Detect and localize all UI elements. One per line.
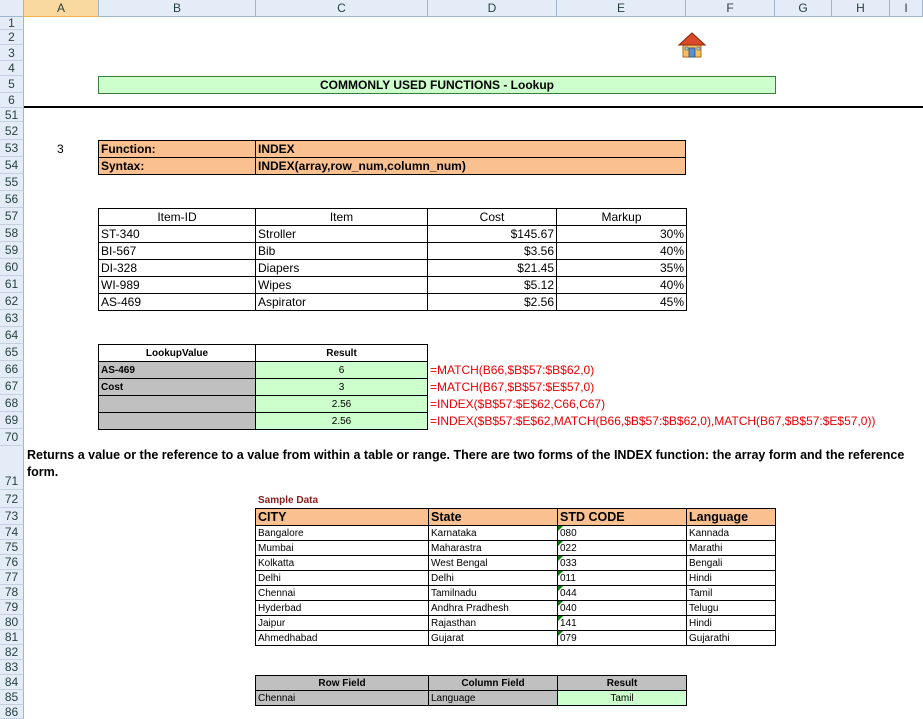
city-cell[interactable]: Telugu: [686, 600, 776, 616]
row-header-57[interactable]: 57: [0, 208, 24, 225]
column-header-b[interactable]: B: [99, 0, 256, 17]
row-header-81[interactable]: 81: [0, 630, 24, 645]
function-label[interactable]: Function:: [98, 140, 256, 158]
formula-text: =MATCH(B66,$B$57:$B$62,0): [430, 363, 595, 377]
city-cell[interactable]: Kolkatta: [255, 555, 429, 571]
city-cell[interactable]: 033: [557, 555, 687, 571]
row-header-64[interactable]: 64: [0, 327, 24, 344]
items-cell[interactable]: $145.67: [427, 225, 557, 243]
city-cell[interactable]: Hindi: [686, 615, 776, 631]
row-header-1[interactable]: 1: [0, 17, 24, 30]
items-header[interactable]: Item: [255, 208, 428, 226]
city-cell[interactable]: Gujarathi: [686, 630, 776, 646]
column-header-a[interactable]: A: [24, 0, 99, 17]
items-cell[interactable]: WI-989: [98, 276, 256, 294]
syntax-label[interactable]: Syntax:: [98, 157, 256, 175]
row-header-77[interactable]: 77: [0, 570, 24, 585]
city-cell[interactable]: Hyderbad: [255, 600, 429, 616]
city-cell[interactable]: 079: [557, 630, 687, 646]
city-cell[interactable]: Tamilnadu: [428, 585, 558, 601]
city-cell[interactable]: Bangalore: [255, 525, 429, 541]
row-header-73[interactable]: 73: [0, 508, 24, 525]
city-cell[interactable]: 141: [557, 615, 687, 631]
row-header-65[interactable]: 65: [0, 344, 24, 361]
home-icon[interactable]: [677, 30, 707, 60]
row-header-6[interactable]: 6: [0, 93, 24, 108]
city-cell[interactable]: Mumbai: [255, 540, 429, 556]
field-value-cell[interactable]: Language: [428, 690, 558, 706]
column-header-c[interactable]: C: [256, 0, 428, 17]
items-cell[interactable]: BI-567: [98, 242, 256, 260]
city-cell[interactable]: Kannada: [686, 525, 776, 541]
items-header[interactable]: Markup: [556, 208, 687, 226]
freeze-pane-divider: [24, 106, 923, 108]
column-header-f[interactable]: F: [686, 0, 775, 17]
row-header-62[interactable]: 62: [0, 293, 24, 310]
row-header-51[interactable]: 51: [0, 108, 24, 122]
row-header-56[interactable]: 56: [0, 191, 24, 208]
items-cell[interactable]: Bib: [255, 242, 428, 260]
items-cell[interactable]: Diapers: [255, 259, 428, 277]
city-cell[interactable]: 080: [557, 525, 687, 541]
row-header-2[interactable]: 2: [0, 30, 24, 45]
row-header-72[interactable]: 72: [0, 490, 24, 508]
row-header-53[interactable]: 53: [0, 140, 24, 157]
items-cell[interactable]: 40%: [556, 276, 687, 294]
lookup-header[interactable]: Result: [255, 344, 428, 362]
field-header[interactable]: Result: [557, 675, 687, 691]
formula-text: =INDEX($B$57:$E$62,C66,C67): [430, 397, 606, 411]
field-value-cell[interactable]: Tamil: [557, 690, 687, 706]
city-cell[interactable]: West Bengal: [428, 555, 558, 571]
row-header-78[interactable]: 78: [0, 585, 24, 600]
column-header-i[interactable]: I: [890, 0, 923, 17]
city-cell[interactable]: Delhi: [428, 570, 558, 586]
row-header-5[interactable]: 5: [0, 76, 24, 93]
city-header[interactable]: State: [428, 508, 558, 526]
row-header-80[interactable]: 80: [0, 615, 24, 630]
items-header[interactable]: Item-ID: [98, 208, 256, 226]
row-header-69[interactable]: 69: [0, 412, 24, 429]
row-header-70[interactable]: 70: [0, 429, 24, 446]
items-cell[interactable]: $3.56: [427, 242, 557, 260]
items-cell[interactable]: 45%: [556, 293, 687, 311]
city-cell[interactable]: Karnataka: [428, 525, 558, 541]
row-header-4[interactable]: 4: [0, 61, 24, 76]
items-cell[interactable]: ST-340: [98, 225, 256, 243]
city-cell[interactable]: Tamil: [686, 585, 776, 601]
row-header-66[interactable]: 66: [0, 361, 24, 378]
row-header-58[interactable]: 58: [0, 225, 24, 242]
row-header-75[interactable]: 75: [0, 540, 24, 555]
items-header[interactable]: Cost: [427, 208, 557, 226]
column-header-d[interactable]: D: [428, 0, 557, 17]
function-description: Returns a value or the reference to a value from within a table or range. There are two forms of the INDEX function: the array form and the reference form.: [27, 448, 905, 479]
field-header[interactable]: Row Field: [255, 675, 429, 691]
city-cell[interactable]: Jaipur: [255, 615, 429, 631]
lookup-result-cell[interactable]: 6: [255, 361, 428, 379]
field-value-cell[interactable]: Chennai: [255, 690, 429, 706]
city-cell[interactable]: Gujarat: [428, 630, 558, 646]
items-cell[interactable]: AS-469: [98, 293, 256, 311]
lookup-result-cell[interactable]: 2.56: [255, 412, 428, 430]
row-header-82[interactable]: 82: [0, 645, 24, 660]
row-header-84[interactable]: 84: [0, 675, 24, 690]
items-cell[interactable]: $2.56: [427, 293, 557, 311]
column-header-h[interactable]: H: [832, 0, 890, 17]
items-cell[interactable]: 30%: [556, 225, 687, 243]
page-title: COMMONLY USED FUNCTIONS - Lookup: [98, 76, 776, 94]
city-cell[interactable]: Bengali: [686, 555, 776, 571]
row-header-52[interactable]: 52: [0, 122, 24, 140]
row-header-60[interactable]: 60: [0, 259, 24, 276]
row-header-59[interactable]: 59: [0, 242, 24, 259]
city-header[interactable]: Language: [686, 508, 776, 526]
syntax-value[interactable]: INDEX(array,row_num,column_num): [255, 157, 686, 175]
city-cell[interactable]: 022: [557, 540, 687, 556]
row-header-55[interactable]: 55: [0, 174, 24, 191]
row-header-83[interactable]: 83: [0, 660, 24, 675]
city-header[interactable]: CITY: [255, 508, 429, 526]
select-all-corner[interactable]: [0, 0, 24, 17]
city-cell[interactable]: Andhra Pradhesh: [428, 600, 558, 616]
formula-text: =INDEX($B$57:$E$62,MATCH(B66,$B$57:$B$62,0),MATCH(B67,$B$57:$E$57,0)): [430, 414, 876, 428]
function-value[interactable]: INDEX: [255, 140, 686, 158]
row-header-74[interactable]: 74: [0, 525, 24, 540]
row-header-68[interactable]: 68: [0, 395, 24, 412]
row-header-85[interactable]: 85: [0, 690, 24, 705]
items-cell[interactable]: Aspirator: [255, 293, 428, 311]
row-header-67[interactable]: 67: [0, 378, 24, 395]
items-cell[interactable]: 40%: [556, 242, 687, 260]
city-cell[interactable]: Delhi: [255, 570, 429, 586]
row-header-79[interactable]: 79: [0, 600, 24, 615]
city-cell[interactable]: Hindi: [686, 570, 776, 586]
city-cell[interactable]: 044: [557, 585, 687, 601]
lookup-value-cell[interactable]: Cost: [98, 378, 256, 396]
row-header-71[interactable]: 71: [0, 446, 24, 490]
sample-data-label: Sample Data: [258, 495, 319, 506]
items-cell[interactable]: $5.12: [427, 276, 557, 294]
city-cell[interactable]: Marathi: [686, 540, 776, 556]
items-cell[interactable]: $21.45: [427, 259, 557, 277]
lookup-value-cell[interactable]: [98, 412, 256, 430]
city-cell[interactable]: 011: [557, 570, 687, 586]
city-cell[interactable]: Maharastra: [428, 540, 558, 556]
row-header-61[interactable]: 61: [0, 276, 24, 293]
city-cell[interactable]: 040: [557, 600, 687, 616]
items-cell[interactable]: DI-328: [98, 259, 256, 277]
lookup-result-cell[interactable]: 2.56: [255, 395, 428, 413]
city-cell[interactable]: Ahmedhabad: [255, 630, 429, 646]
city-cell[interactable]: Rajasthan: [428, 615, 558, 631]
lookup-value-cell[interactable]: AS-469: [98, 361, 256, 379]
row-header-3[interactable]: 3: [0, 45, 24, 61]
lookup-header[interactable]: LookupValue: [98, 344, 256, 362]
city-cell[interactable]: Chennai: [255, 585, 429, 601]
row-header-86[interactable]: 86: [0, 705, 24, 719]
field-header[interactable]: Column Field: [428, 675, 558, 691]
items-cell[interactable]: Wipes: [255, 276, 428, 294]
section-number: 3: [57, 142, 64, 156]
items-cell[interactable]: 35%: [556, 259, 687, 277]
row-header-63[interactable]: 63: [0, 310, 24, 327]
items-cell[interactable]: Stroller: [255, 225, 428, 243]
row-header-76[interactable]: 76: [0, 555, 24, 570]
formula-text: =MATCH(B67,$B$57:$E$57,0): [430, 380, 595, 394]
column-header-e[interactable]: E: [557, 0, 686, 17]
city-header[interactable]: STD CODE: [557, 508, 687, 526]
lookup-result-cell[interactable]: 3: [255, 378, 428, 396]
row-header-54[interactable]: 54: [0, 157, 24, 174]
lookup-value-cell[interactable]: [98, 395, 256, 413]
column-header-g[interactable]: G: [775, 0, 832, 17]
